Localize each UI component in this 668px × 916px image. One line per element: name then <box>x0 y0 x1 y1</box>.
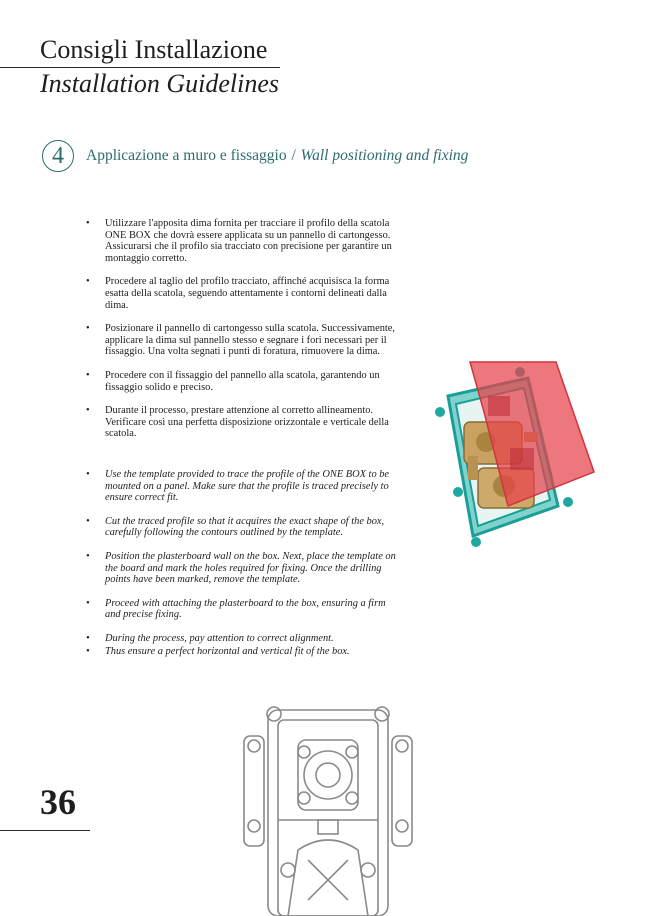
step-title-separator: / <box>291 147 296 164</box>
instruction-item: • Durante il processo, prestare attenzione al corretto allineamento. Verificare così una perfetta disposizione orizzontale e verticale della scatola. <box>86 405 398 440</box>
instructions-list-italian <box>86 218 398 452</box>
fixing-lug <box>396 820 408 832</box>
instruction-item: • Proceed with attaching the plasterboard to the box, ensuring a firm and precise fixing. <box>86 598 396 621</box>
instruction-item: • Utilizzare l'apposita dima fornita per tracciare il profilo della scatola ONE BOX che dovrà essere applicata su un pannello di cartongesso. Assicurarsi che il profilo sia tracciato con precisione per garantire un montaggio corretto. <box>86 218 398 264</box>
page-number: 36 <box>40 782 76 822</box>
instruction-item: • Procedere al taglio del profilo tracciato, affinché acquisisca la forma esatta della scatola, seguendo attentamente i contorni delineati dalla dima. <box>86 276 398 311</box>
instruction-item: • Procedere con il fissaggio del pannello alla scatola, garantendo un fissaggio solido e preciso. <box>86 370 398 393</box>
fixing-lug <box>248 740 260 752</box>
instruction-item: • Posizionare il pannello di cartongesso sulla scatola. Successivamente, applicare la dima sul pannello stesso e segnare i fori necessari per il fissaggio. Una volta segnati i punti di foratura, rimuovere la dima. <box>86 323 398 358</box>
fixing-lug <box>396 740 408 752</box>
instructions-list-english <box>86 469 396 669</box>
instruction-item: • During the process, pay attention to correct alignment. <box>86 633 396 645</box>
step-title <box>86 147 468 165</box>
step-title-italian: Applicazione a muro e fissaggio <box>86 147 287 164</box>
page-title-italian: Consigli Installazione <box>40 35 268 64</box>
instruction-item: • Cut the traced profile so that it acquires the exact shape of the box, carefully following the contours outlined by the template. <box>86 516 396 539</box>
instruction-item: • Position the plasterboard wall on the box. Next, place the template on the board and mark the holes required for fixing. Once the drilling points have been marked, remove the template. <box>86 551 396 586</box>
instruction-item: • Use the template provided to trace the profile of the ONE BOX to be mounted on a panel. Make sure that the profile is traced precisely to ensure correct fit. <box>86 469 396 504</box>
step-title-english: Wall positioning and fixing <box>300 147 469 164</box>
page-title-english: Installation Guidelines <box>40 69 280 98</box>
valve-port <box>316 763 340 787</box>
fixing-lug <box>248 820 260 832</box>
onebox-template-illustration <box>428 356 596 548</box>
title-divider <box>0 67 280 68</box>
instruction-item: • Thus ensure a perfect horizontal and vertical fit of the box. <box>86 646 396 658</box>
onebox-technical-drawing <box>238 700 418 916</box>
page-number-divider <box>0 830 90 831</box>
valve-port <box>304 751 352 799</box>
step-number-badge: 4 <box>42 140 74 172</box>
